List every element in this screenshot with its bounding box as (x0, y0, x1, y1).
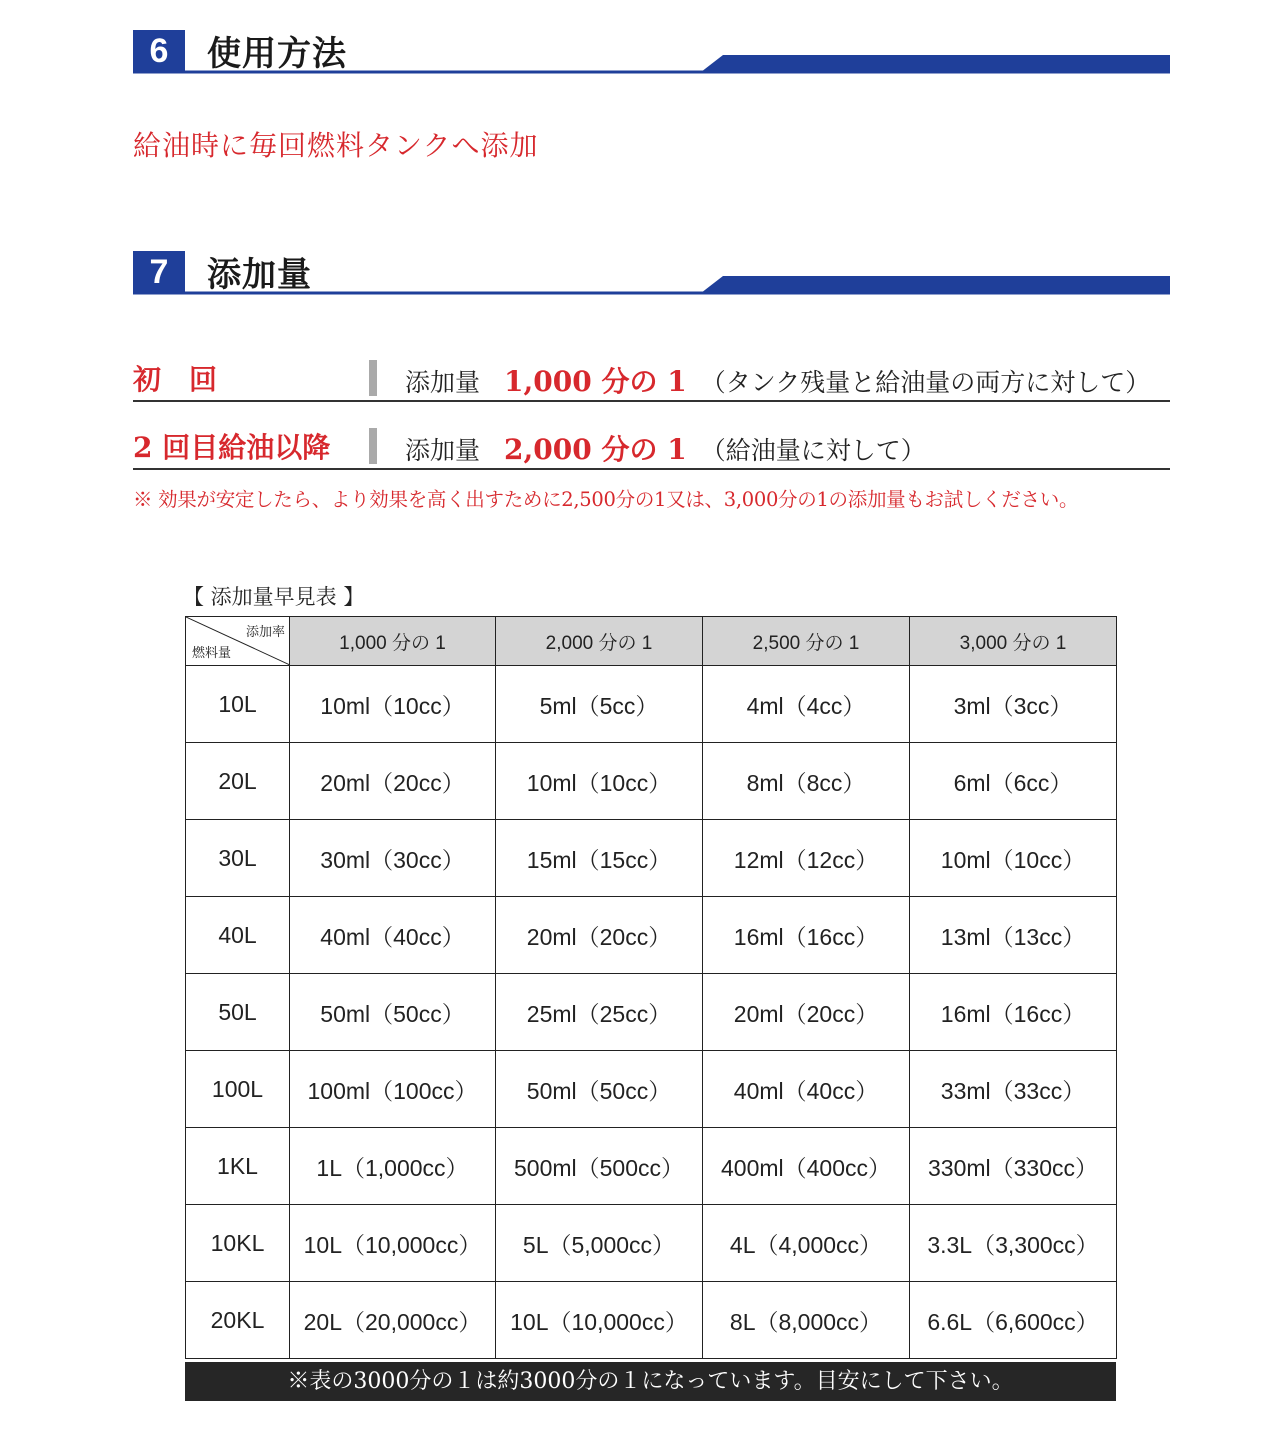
value-cell: 500ml（500cc） (496, 1128, 703, 1205)
value-cell: 6ml（6cc） (910, 743, 1117, 820)
value-cell: 4L（4,000cc） (703, 1205, 910, 1282)
value-cell: 25ml（25cc） (496, 974, 703, 1051)
fuel-cell: 10L (186, 666, 290, 743)
section-7-title: 添加量 (207, 255, 312, 295)
value-cell: 3.3L（3,300cc） (910, 1205, 1117, 1282)
value-cell: 16ml（16cc） (910, 974, 1117, 1051)
fuel-cell: 10KL (186, 1205, 290, 1282)
fuel-cell: 20L (186, 743, 290, 820)
dosage-row-initial (133, 358, 1170, 402)
dosage-note: ※ 効果が安定したら、より効果を高く出すために2,500分の1又は、3,000分の1の添加量もお試しください。 (133, 488, 1079, 511)
corner-fuel-label: 燃料量 (192, 645, 232, 660)
table-header-cell: 2,000 分の 1 (496, 617, 703, 666)
dosage-suffix: （給油量に対して） (700, 436, 926, 465)
table-row (186, 1205, 1117, 1282)
dosage-quick-table (185, 616, 1117, 1359)
dosage-row-subsequent (133, 426, 1170, 470)
table-row (186, 820, 1117, 897)
dosage-ratio: 2,000 分の 1 (504, 433, 687, 466)
value-cell: 5ml（5cc） (496, 666, 703, 743)
value-cell: 20ml（20cc） (496, 897, 703, 974)
value-cell: 16ml（16cc） (703, 897, 910, 974)
value-cell: 10ml（10cc） (496, 743, 703, 820)
value-cell: 12ml（12cc） (703, 820, 910, 897)
section-7-header (133, 251, 1170, 295)
dosage-divider (369, 428, 377, 464)
fuel-cell: 20KL (186, 1282, 290, 1359)
value-cell: 20ml（20cc） (703, 974, 910, 1051)
value-cell: 330ml（330cc） (910, 1128, 1117, 1205)
dosage-label: 初 回 (133, 363, 218, 396)
fuel-cell: 1KL (186, 1128, 290, 1205)
table-corner-cell (186, 617, 290, 666)
section-6-title: 使用方法 (207, 34, 347, 74)
section-7-number: 7 (133, 251, 185, 293)
dosage-divider (369, 360, 377, 396)
fuel-cell: 50L (186, 974, 290, 1051)
value-cell: 30ml（30cc） (290, 820, 496, 897)
fuel-cell: 40L (186, 897, 290, 974)
value-cell: 10ml（10cc） (910, 820, 1117, 897)
value-cell: 6.6L（6,600cc） (910, 1282, 1117, 1359)
value-cell: 8ml（8cc） (703, 743, 910, 820)
value-cell: 3ml（3cc） (910, 666, 1117, 743)
dosage-suffix: （タンク残量と給油量の両方に対して） (700, 368, 1151, 397)
section-6-number: 6 (133, 30, 185, 72)
table-row (186, 897, 1117, 974)
table-header-cell: 1,000 分の 1 (290, 617, 496, 666)
table-row (186, 666, 1117, 743)
table-row (186, 1128, 1117, 1205)
dosage-text (405, 428, 926, 468)
value-cell: 5L（5,000cc） (496, 1205, 703, 1282)
table-title: 【 添加量早見表 】 (183, 585, 365, 609)
table-footer-note: ※表の3000分の１は約3000分の１になっています。目安にして下さい。 (185, 1362, 1116, 1401)
value-cell: 50ml（50cc） (496, 1051, 703, 1128)
value-cell: 10L（10,000cc） (290, 1205, 496, 1282)
value-cell: 1L（1,000cc） (290, 1128, 496, 1205)
table-header-row (186, 617, 1117, 666)
value-cell: 13ml（13cc） (910, 897, 1117, 974)
table-row (186, 1282, 1117, 1359)
dosage-text (405, 360, 1150, 400)
value-cell: 100ml（100cc） (290, 1051, 496, 1128)
table-header-cell: 2,500 分の 1 (703, 617, 910, 666)
value-cell: 10ml（10cc） (290, 666, 496, 743)
value-cell: 20ml（20cc） (290, 743, 496, 820)
dosage-label: 2 回目給油以降 (133, 431, 331, 464)
table-row (186, 1051, 1117, 1128)
corner-rate-label: 添加率 (245, 624, 285, 639)
value-cell: 8L（8,000cc） (703, 1282, 910, 1359)
table-header-cell: 3,000 分の 1 (910, 617, 1117, 666)
value-cell: 20L（20,000cc） (290, 1282, 496, 1359)
value-cell: 40ml（40cc） (703, 1051, 910, 1128)
section-6-header (133, 30, 1170, 74)
usage-text: 給油時に毎回燃料タンクへ添加 (133, 129, 539, 162)
value-cell: 400ml（400cc） (703, 1128, 910, 1205)
value-cell: 40ml（40cc） (290, 897, 496, 974)
dosage-ratio: 1,000 分の 1 (504, 365, 687, 398)
value-cell: 15ml（15cc） (496, 820, 703, 897)
value-cell: 33ml（33cc） (910, 1051, 1117, 1128)
dosage-prefix: 添加量 (405, 436, 481, 465)
value-cell: 50ml（50cc） (290, 974, 496, 1051)
value-cell: 10L（10,000cc） (496, 1282, 703, 1359)
dosage-prefix: 添加量 (405, 368, 481, 397)
fuel-cell: 30L (186, 820, 290, 897)
table-row (186, 743, 1117, 820)
value-cell: 4ml（4cc） (703, 666, 910, 743)
fuel-cell: 100L (186, 1051, 290, 1128)
table-row (186, 974, 1117, 1051)
